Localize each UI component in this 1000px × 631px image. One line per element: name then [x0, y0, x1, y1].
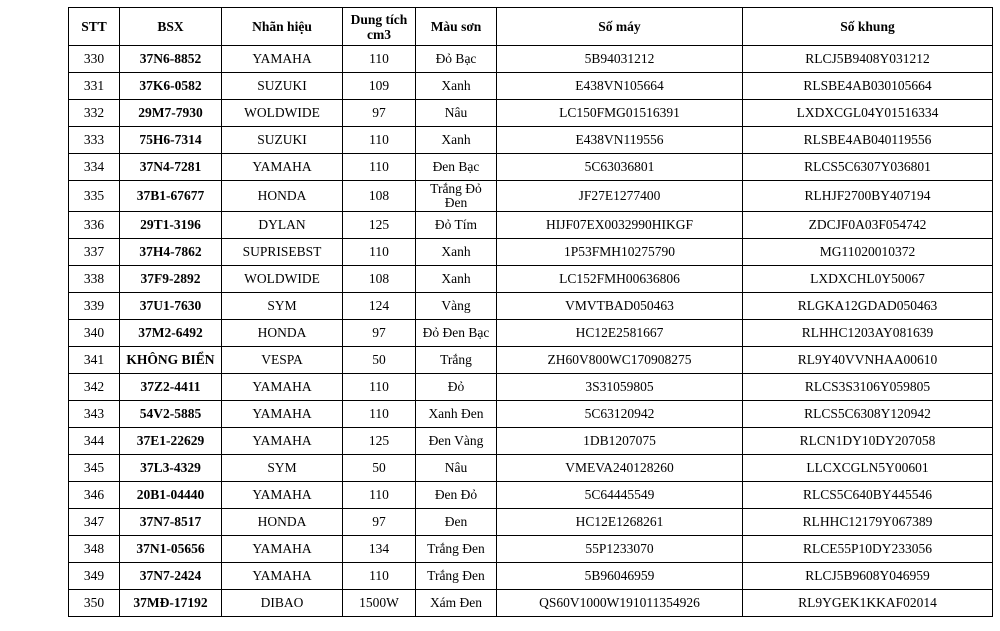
cell-frame-number: RL9Y40VVNHAA00610: [743, 347, 993, 374]
cell-bsx: 37M2-6492: [120, 320, 222, 347]
cell-engine-number: VMEVA240128260: [497, 455, 743, 482]
cell-engine-number: JF27E1277400: [497, 181, 743, 212]
cell-frame-number: RLCS5C6308Y120942: [743, 401, 993, 428]
cell-color: Đen: [416, 509, 497, 536]
cell-capacity: 108: [343, 181, 416, 212]
cell-stt: 336: [69, 212, 120, 239]
cell-bsx: 75H6-7314: [120, 127, 222, 154]
cell-color: Xanh: [416, 73, 497, 100]
cell-brand: YAMAHA: [222, 401, 343, 428]
cell-engine-number: LC150FMG01516391: [497, 100, 743, 127]
cell-engine-number: 5C63120942: [497, 401, 743, 428]
cell-engine-number: ZH60V800WC170908275: [497, 347, 743, 374]
cell-bsx: 37Z2-4411: [120, 374, 222, 401]
cell-frame-number: RLCS3S3106Y059805: [743, 374, 993, 401]
cell-capacity: 125: [343, 212, 416, 239]
cell-engine-number: VMVTBAD050463: [497, 293, 743, 320]
header-capacity: Dung tích cm3: [343, 8, 416, 46]
header-frame-number: Số khung: [743, 8, 993, 46]
table-row: [69, 347, 993, 374]
cell-stt: 332: [69, 100, 120, 127]
cell-brand: VESPA: [222, 347, 343, 374]
table-row: [69, 401, 993, 428]
cell-bsx: 29T1-3196: [120, 212, 222, 239]
cell-engine-number: 5C64445549: [497, 482, 743, 509]
table-row: [69, 509, 993, 536]
cell-brand: YAMAHA: [222, 482, 343, 509]
cell-engine-number: 55P1233070: [497, 536, 743, 563]
cell-capacity: 110: [343, 46, 416, 73]
cell-brand: SYM: [222, 293, 343, 320]
cell-stt: 346: [69, 482, 120, 509]
cell-frame-number: LXDXCHL0Y50067: [743, 266, 993, 293]
cell-bsx: 37N1-05656: [120, 536, 222, 563]
cell-frame-number: RLHHC12179Y067389: [743, 509, 993, 536]
cell-stt: 338: [69, 266, 120, 293]
table-row: [69, 239, 993, 266]
cell-brand: SUZUKI: [222, 73, 343, 100]
cell-capacity: 110: [343, 154, 416, 181]
cell-stt: 347: [69, 509, 120, 536]
cell-stt: 340: [69, 320, 120, 347]
table-row: [69, 46, 993, 73]
cell-engine-number: 3S31059805: [497, 374, 743, 401]
cell-bsx: 37N4-7281: [120, 154, 222, 181]
cell-bsx: 37N6-8852: [120, 46, 222, 73]
cell-color: Trắng Đỏ Đen: [416, 181, 497, 212]
cell-frame-number: RL9YGEK1KKAF02014: [743, 590, 993, 617]
cell-bsx: 37U1-7630: [120, 293, 222, 320]
cell-engine-number: QS60V1000W191011354926: [497, 590, 743, 617]
cell-capacity: 109: [343, 73, 416, 100]
table-row: [69, 482, 993, 509]
cell-frame-number: RLCJ5B9408Y031212: [743, 46, 993, 73]
cell-frame-number: ZDCJF0A03F054742: [743, 212, 993, 239]
cell-engine-number: HIJF07EX0032990HIKGF: [497, 212, 743, 239]
cell-stt: 331: [69, 73, 120, 100]
cell-brand: HONDA: [222, 320, 343, 347]
cell-color: Đen Đỏ: [416, 482, 497, 509]
cell-color: Đỏ Tím: [416, 212, 497, 239]
cell-brand: DYLAN: [222, 212, 343, 239]
cell-stt: 337: [69, 239, 120, 266]
cell-frame-number: RLHJF2700BY407194: [743, 181, 993, 212]
table-row: [69, 154, 993, 181]
cell-frame-number: LXDXCGL04Y01516334: [743, 100, 993, 127]
cell-frame-number: RLCS5C640BY445546: [743, 482, 993, 509]
cell-color: Xanh Đen: [416, 401, 497, 428]
table-row: [69, 73, 993, 100]
cell-engine-number: E438VN119556: [497, 127, 743, 154]
cell-stt: 342: [69, 374, 120, 401]
table-row: [69, 590, 993, 617]
cell-engine-number: 5B94031212: [497, 46, 743, 73]
cell-capacity: 50: [343, 347, 416, 374]
document-page: [68, 7, 992, 617]
cell-color: Xanh: [416, 127, 497, 154]
cell-color: Đỏ Đen Bạc: [416, 320, 497, 347]
cell-bsx: 37B1-67677: [120, 181, 222, 212]
cell-color: Đỏ Bạc: [416, 46, 497, 73]
cell-color: Đen Bạc: [416, 154, 497, 181]
table-row: [69, 181, 993, 212]
cell-capacity: 50: [343, 455, 416, 482]
cell-capacity: 97: [343, 509, 416, 536]
cell-color: Trắng: [416, 347, 497, 374]
cell-engine-number: E438VN105664: [497, 73, 743, 100]
cell-stt: 344: [69, 428, 120, 455]
cell-bsx: 37N7-8517: [120, 509, 222, 536]
cell-brand: YAMAHA: [222, 46, 343, 73]
table-row: [69, 536, 993, 563]
table-row: [69, 266, 993, 293]
cell-capacity: 110: [343, 374, 416, 401]
cell-frame-number: RLCS5C6307Y036801: [743, 154, 993, 181]
cell-stt: 334: [69, 154, 120, 181]
cell-capacity: 110: [343, 482, 416, 509]
cell-bsx: 54V2-5885: [120, 401, 222, 428]
cell-capacity: 110: [343, 239, 416, 266]
cell-capacity: 108: [343, 266, 416, 293]
vehicle-table: [68, 7, 993, 617]
table-row: [69, 374, 993, 401]
cell-stt: 348: [69, 536, 120, 563]
table-body: [69, 46, 993, 617]
cell-brand: YAMAHA: [222, 374, 343, 401]
header-row: [69, 8, 993, 46]
cell-color: Vàng: [416, 293, 497, 320]
cell-bsx: 37E1-22629: [120, 428, 222, 455]
cell-capacity: 134: [343, 536, 416, 563]
cell-capacity: 125: [343, 428, 416, 455]
cell-capacity: 1500W: [343, 590, 416, 617]
cell-bsx: 37N7-2424: [120, 563, 222, 590]
cell-brand: WOLDWIDE: [222, 266, 343, 293]
cell-bsx: 37K6-0582: [120, 73, 222, 100]
cell-bsx: 37F9-2892: [120, 266, 222, 293]
cell-brand: YAMAHA: [222, 563, 343, 590]
cell-engine-number: 5B96046959: [497, 563, 743, 590]
cell-engine-number: 1P53FMH10275790: [497, 239, 743, 266]
cell-engine-number: 1DB1207075: [497, 428, 743, 455]
table-row: [69, 100, 993, 127]
cell-stt: 343: [69, 401, 120, 428]
header-stt: STT: [69, 8, 120, 46]
cell-capacity: 110: [343, 563, 416, 590]
cell-capacity: 97: [343, 320, 416, 347]
cell-brand: YAMAHA: [222, 154, 343, 181]
cell-bsx: 37L3-4329: [120, 455, 222, 482]
cell-brand: SUZUKI: [222, 127, 343, 154]
cell-frame-number: RLSBE4AB040119556: [743, 127, 993, 154]
cell-brand: SUPRISEBST: [222, 239, 343, 266]
header-color: Màu sơn: [416, 8, 497, 46]
cell-stt: 330: [69, 46, 120, 73]
cell-stt: 350: [69, 590, 120, 617]
cell-brand: WOLDWIDE: [222, 100, 343, 127]
cell-engine-number: HC12E1268261: [497, 509, 743, 536]
cell-stt: 341: [69, 347, 120, 374]
cell-color: Nâu: [416, 455, 497, 482]
cell-frame-number: RLCE55P10DY233056: [743, 536, 993, 563]
table-row: [69, 563, 993, 590]
table-row: [69, 212, 993, 239]
table-row: [69, 293, 993, 320]
cell-stt: 333: [69, 127, 120, 154]
header-engine-number: Số máy: [497, 8, 743, 46]
header-brand: Nhãn hiệu: [222, 8, 343, 46]
table-row: [69, 428, 993, 455]
cell-brand: HONDA: [222, 509, 343, 536]
cell-color: Trắng Đen: [416, 563, 497, 590]
cell-engine-number: LC152FMH00636806: [497, 266, 743, 293]
cell-capacity: 110: [343, 127, 416, 154]
header-bsx: BSX: [120, 8, 222, 46]
table-row: [69, 127, 993, 154]
cell-bsx: 37MĐ-17192: [120, 590, 222, 617]
cell-bsx: 37H4-7862: [120, 239, 222, 266]
cell-brand: YAMAHA: [222, 536, 343, 563]
cell-stt: 335: [69, 181, 120, 212]
cell-frame-number: RLHHC1203AY081639: [743, 320, 993, 347]
cell-frame-number: RLCN1DY10DY207058: [743, 428, 993, 455]
table-row: [69, 320, 993, 347]
cell-color: Nâu: [416, 100, 497, 127]
cell-capacity: 97: [343, 100, 416, 127]
cell-brand: DIBAO: [222, 590, 343, 617]
cell-bsx: KHÔNG BIỂN: [120, 347, 222, 374]
cell-stt: 349: [69, 563, 120, 590]
cell-color: Đỏ: [416, 374, 497, 401]
cell-bsx: 29M7-7930: [120, 100, 222, 127]
cell-frame-number: MG11020010372: [743, 239, 993, 266]
cell-color: Xanh: [416, 266, 497, 293]
cell-frame-number: LLCXCGLN5Y00601: [743, 455, 993, 482]
cell-frame-number: RLCJ5B9608Y046959: [743, 563, 993, 590]
cell-capacity: 124: [343, 293, 416, 320]
cell-color: Đen Vàng: [416, 428, 497, 455]
cell-stt: 339: [69, 293, 120, 320]
cell-brand: HONDA: [222, 181, 343, 212]
cell-engine-number: 5C63036801: [497, 154, 743, 181]
cell-frame-number: RLSBE4AB030105664: [743, 73, 993, 100]
cell-color: Xám Đen: [416, 590, 497, 617]
cell-engine-number: HC12E2581667: [497, 320, 743, 347]
cell-stt: 345: [69, 455, 120, 482]
cell-color: Xanh: [416, 239, 497, 266]
cell-bsx: 20B1-04440: [120, 482, 222, 509]
cell-capacity: 110: [343, 401, 416, 428]
table-row: [69, 455, 993, 482]
cell-color: Trắng Đen: [416, 536, 497, 563]
cell-frame-number: RLGKA12GDAD050463: [743, 293, 993, 320]
cell-brand: SYM: [222, 455, 343, 482]
cell-brand: YAMAHA: [222, 428, 343, 455]
